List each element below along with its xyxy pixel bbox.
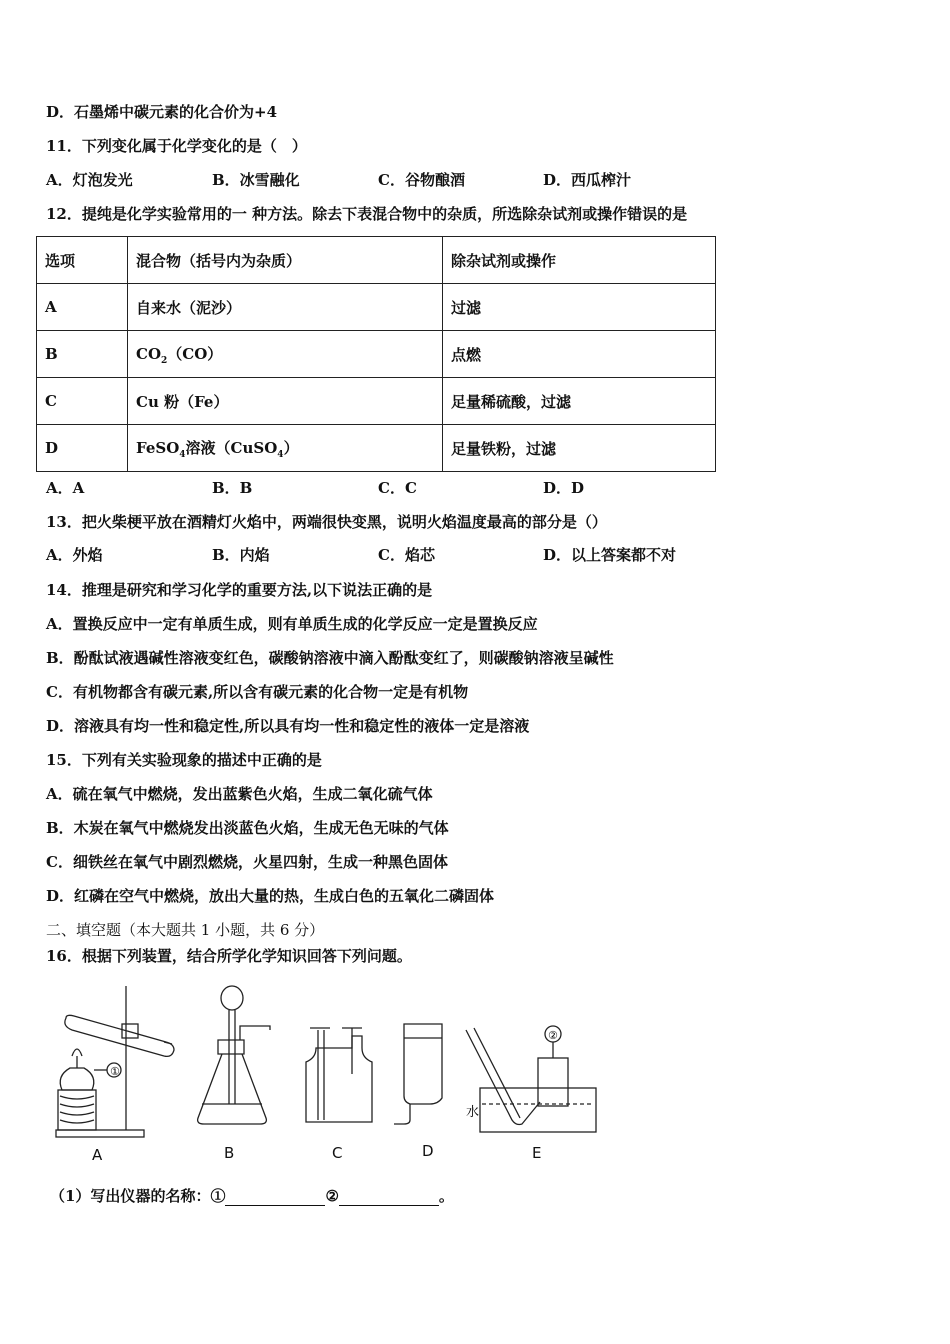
q11-option-a: A．灯泡发光 [46, 171, 133, 189]
table-cell-mixture: Cu 粉（Fe） [128, 378, 443, 425]
q11-option-c: C．谷物酿酒 [378, 171, 465, 189]
water-label: 水 [466, 1105, 480, 1120]
q14-option-d: D．溶液具有均一性和稳定性,所以具有均一性和稳定性的液体一定是溶液 [46, 717, 530, 735]
table-header-cell: 除杂试剂或操作 [443, 237, 716, 284]
q12-option-d: D．D [543, 479, 585, 497]
q12-option-c: C．C [378, 479, 417, 497]
question-16-part-1: （1）写出仪器的名称：① ② 。 [50, 1187, 454, 1205]
question-13: 13．把火柴梗平放在酒精灯火焰中，两端很快变黑，说明火焰温度最高的部分是（） [46, 513, 607, 531]
table-header-cell: 混合物（括号内为杂质） [128, 237, 443, 284]
alcohol-lamp [60, 1068, 94, 1090]
q15-option-b: B．木炭在氧气中燃烧发出淡蓝色火焰，生成无色无味的气体 [46, 819, 449, 837]
q14-option-c: C．有机物都含有碳元素,所以含有碳元素的化合物一定是有机物 [46, 683, 469, 701]
question-16: 16．根据下列装置，结合所学化学知识回答下列问题。 [46, 947, 412, 965]
table-cell-mixture: FeSO$_4$溶液（CuSO$_4$） [128, 425, 443, 472]
q13-option-c: C．焰芯 [378, 546, 435, 564]
q13-option-b: B．内焰 [212, 546, 270, 564]
table-cell-operation: 足量铁粉，过滤 [443, 425, 716, 472]
figure-label-e: E [532, 1144, 542, 1162]
question-11: 11．下列变化属于化学变化的是（ ） [46, 137, 307, 155]
figure-label-c: C [332, 1144, 343, 1162]
table-header-cell: 选项 [37, 237, 128, 284]
figure-label-b: B [224, 1144, 235, 1162]
q15-option-a: A．硫在氧气中燃烧，发出蓝紫色火焰，生成二氧化硫气体 [46, 785, 433, 803]
figure-label-d: D [422, 1142, 434, 1160]
apparatus-figure [48, 978, 608, 1168]
table-cell-operation: 足量稀硫酸，过滤 [443, 378, 716, 425]
table-cell-mixture: $CO_2(CO)$ [128, 331, 443, 378]
question-12: 12．提纯是化学实验常用的一 种方法。除去下表混合物中的杂质，所选除杂试剂或操作错误的是 [46, 205, 688, 223]
table-row [37, 331, 716, 378]
q12-option-a: A．A [46, 479, 85, 497]
wood-block [58, 1090, 96, 1130]
table-cell-option: B [37, 331, 128, 378]
marker-2-label: ② [548, 1029, 558, 1042]
q10-option-d: D．石墨烯中碳元素的化合价为+4 [46, 103, 278, 121]
answer-blank-1[interactable] [225, 1189, 325, 1206]
collection-bottle [538, 1058, 568, 1106]
inverted-bottle [404, 1024, 442, 1104]
q15-option-d: D．红磷在空气中燃烧，放出大量的热，生成白色的五氧化二磷固体 [46, 887, 495, 905]
erlenmeyer-flask [198, 1054, 267, 1124]
table-cell-mixture: 自来水（泥沙） [128, 284, 443, 331]
table-row [37, 378, 716, 425]
table-cell-operation: 过滤 [443, 284, 716, 331]
question-14: 14．推理是研究和学习化学的重要方法,以下说法正确的是 [46, 581, 433, 599]
q11-option-d: D．西瓜榨汁 [543, 171, 632, 189]
q14-option-a: A．置换反应中一定有单质生成，则有单质生成的化学反应一定是置换反应 [46, 615, 538, 633]
test-tube-a [65, 1015, 174, 1056]
q15-option-c: C．细铁丝在氧气中剧烈燃烧，火星四射，生成一种黑色固体 [46, 853, 448, 871]
table-cell-option: C [37, 378, 128, 425]
table-cell-option: D [37, 425, 128, 472]
stopper [218, 1040, 244, 1054]
q11-option-b: B．冰雪融化 [212, 171, 300, 189]
marker-1-label: ① [110, 1065, 120, 1078]
table-row [37, 425, 716, 472]
q14-option-b: B．酚酞试液遇碱性溶液变红色，碳酸钠溶液中滴入酚酞变红了，则碳酸钠溶液呈碱性 [46, 649, 614, 667]
stand-base [56, 1130, 144, 1137]
table-cell-option: A [37, 284, 128, 331]
gas-bottle [306, 1036, 372, 1122]
flame [72, 1049, 82, 1056]
section-heading: 二、填空题（本大题共 1 小题，共 6 分） [46, 921, 325, 939]
q13-option-d: D．以上答案都不对 [543, 546, 677, 564]
q12-option-b: B．B [212, 479, 253, 497]
purification-table [36, 236, 716, 472]
apparatus-drawing [48, 978, 608, 1168]
answer-blank-2[interactable] [339, 1189, 439, 1206]
funnel-bulb [221, 986, 243, 1010]
question-15: 15．下列有关实验现象的描述中正确的是 [46, 751, 322, 769]
figure-label-a: A [92, 1146, 103, 1164]
table-header-row [37, 237, 716, 284]
table-row [37, 284, 716, 331]
table-cell-operation: 点燃 [443, 331, 716, 378]
q13-option-a: A．外焰 [46, 546, 103, 564]
clamp [122, 1024, 138, 1038]
